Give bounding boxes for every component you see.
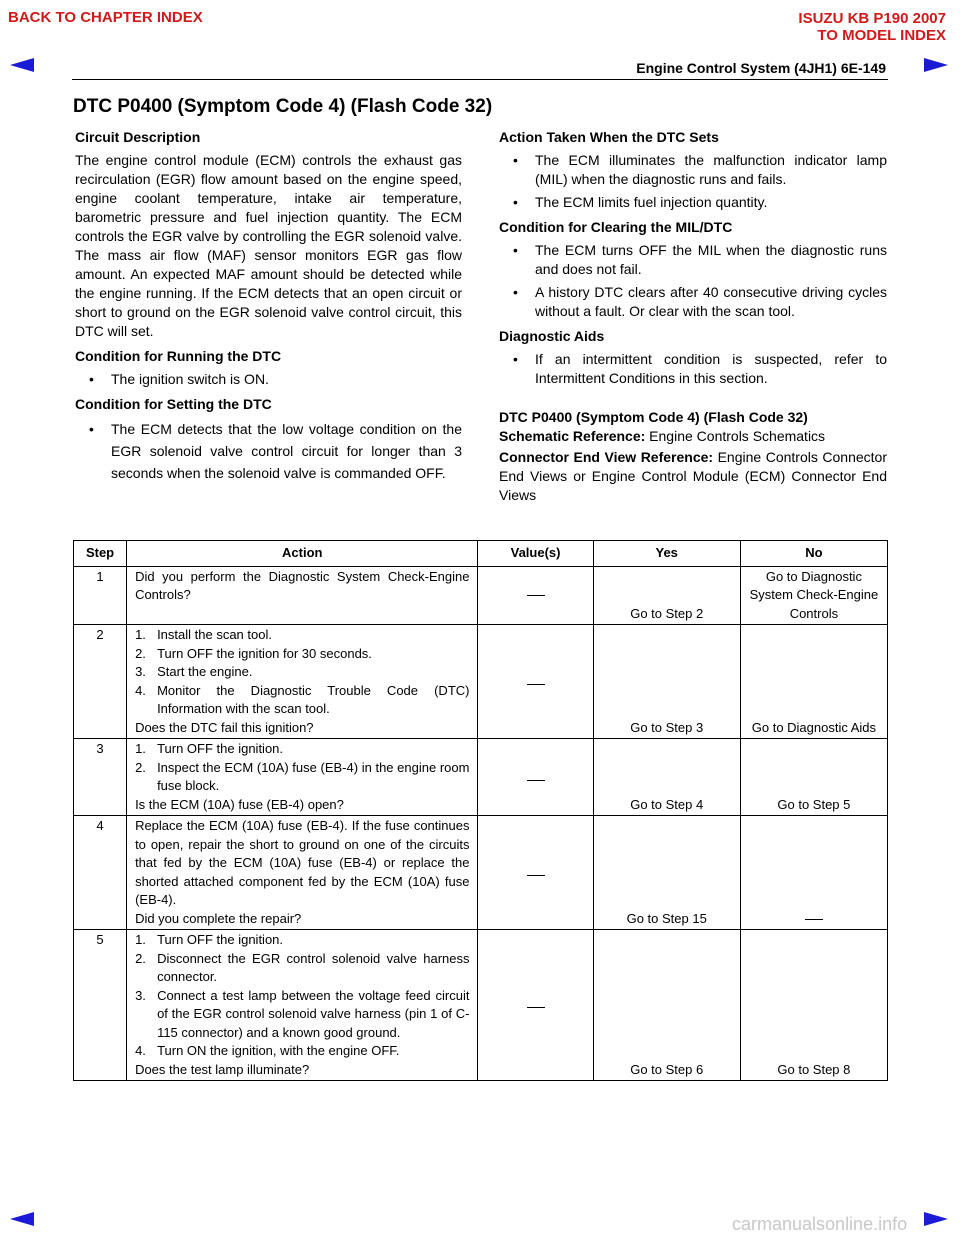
running-condition-heading: Condition for Running the DTC [75, 348, 282, 364]
schematic-reference-label: Schematic Reference: [499, 428, 646, 444]
dash-mark [527, 595, 545, 596]
circuit-description-heading: Circuit Description [75, 129, 201, 145]
action-text: Did you perform the Diagnostic System Check-Engine Controls? [135, 568, 470, 602]
table-row [74, 625, 888, 739]
step-number: 1 [74, 566, 127, 625]
dash-mark [527, 684, 545, 685]
yes-cell: Go to Step 6 [593, 930, 740, 1081]
schematic-reference-value: Engine Controls Schematics [645, 428, 826, 444]
action-text: Replace the ECM (10A) fuse (EB-4). If the fuse continues to open, repair the short to ground on one of the circuits that fed by the ECM (10A) fuse (EB-4) or replace the shorted attached component fed by the ECM (10A) fuse (EB-4). [135, 818, 470, 907]
connector-reference [499, 448, 887, 505]
setting-condition-heading: Condition for Setting the DTC [75, 396, 272, 412]
no-cell [740, 816, 887, 930]
values-cell [478, 739, 593, 816]
list-item: 4. Turn ON the ignition, with the engine OFF. [135, 1043, 400, 1058]
list-item: • The ECM illuminates the malfunction indicator lamp (MIL) when the diagnostic runs and fails. [499, 151, 887, 189]
column-header-action: Action [127, 541, 478, 567]
list-item: • The ECM detects that the low voltage condition on the EGR solenoid valve control circuit for longer than 3 seconds when the solenoid valve is commanded OFF. [75, 418, 462, 484]
to-model-index-label: TO MODEL INDEX [817, 27, 946, 44]
back-to-chapter-link[interactable]: BACK TO CHAPTER INDEX [8, 9, 203, 26]
diagnostic-aids-heading: Diagnostic Aids [499, 328, 605, 344]
schematic-reference [499, 427, 887, 446]
list-item: 1. Install the scan tool. [135, 627, 272, 642]
table-header-row [74, 541, 888, 567]
step-number: 3 [74, 739, 127, 816]
column-header-step: Step [74, 541, 127, 567]
no-cell: Go to Step 5 [740, 739, 887, 816]
list-item: 1. Turn OFF the ignition. [135, 932, 284, 947]
model-name-label: ISUZU KB P190 2007 [798, 10, 946, 27]
table-row [74, 816, 888, 930]
action-cell [127, 739, 478, 816]
no-cell: Go to Step 8 [740, 930, 887, 1081]
action-cell [127, 816, 478, 930]
yes-cell: Go to Step 2 [593, 566, 740, 625]
circuit-description-text: The engine control module (ECM) controls the exhaust gas recirculation (EGR) flow amount based on the engine speed, engine coolant temperature, intake air temperature, barometric pressure and fuel injection quantity. The ECM controls the EGR valve by controlling the EGR solenoid valve. The mass air flow (MAF) sensor monitors EGR gas flow amount. An expected MAF amount should be detected while the engine running. If the ECM detects that an open circuit or short to ground on the EGR solenoid valve control circuit, this DTC will set. [75, 152, 462, 339]
watermark-text: carmanualsonline.info [732, 1214, 908, 1234]
list-item: 2. Turn OFF the ignition for 30 seconds. [135, 645, 372, 661]
column-header-no: No [740, 541, 887, 567]
action-taken-heading: Action Taken When the DTC Sets [499, 129, 719, 145]
values-cell [478, 816, 593, 930]
dash-mark [527, 1007, 545, 1008]
dash-mark [805, 919, 823, 920]
table-row [74, 566, 888, 625]
setting-condition-list [75, 418, 462, 484]
previous-page-arrow-bottom-icon[interactable] [10, 1212, 34, 1226]
clearing-condition-list [499, 241, 887, 321]
action-question: Is the ECM (10A) fuse (EB-4) open? [135, 796, 344, 812]
action-question: Does the test lamp illuminate? [135, 1061, 310, 1077]
values-cell [478, 625, 593, 739]
next-page-arrow-bottom-icon[interactable] [924, 1212, 948, 1226]
step-number: 2 [74, 625, 127, 739]
action-taken-list [499, 151, 887, 212]
list-item: 1. Turn OFF the ignition. [135, 741, 284, 756]
diagnostic-aids-list [499, 350, 887, 388]
action-cell [127, 566, 478, 625]
list-item: • A history DTC clears after 40 consecutive driving cycles without a fault. Or clear with the scan tool. [499, 283, 887, 321]
action-cell [127, 930, 478, 1081]
dash-mark [527, 780, 545, 781]
clearing-condition-heading: Condition for Clearing the MIL/DTC [499, 219, 733, 235]
yes-cell: Go to Step 3 [593, 625, 740, 739]
list-item: 2. Disconnect the EGR control solenoid valve harness connector. [135, 950, 470, 984]
no-cell: Go to Diagnostic System Check-Engine Controls [740, 566, 887, 625]
previous-page-arrow-icon[interactable] [10, 58, 34, 72]
connector-reference-label: Connector End View Reference: [499, 449, 714, 465]
dtc-repeat-heading: DTC P0400 (Symptom Code 4) (Flash Code 32) [499, 409, 808, 425]
values-cell [478, 930, 593, 1081]
step-number: 4 [74, 816, 127, 930]
table-row [74, 739, 888, 816]
dash-mark [527, 875, 545, 876]
action-cell [127, 625, 478, 739]
list-item: 4. Monitor the Diagnostic Trouble Code (DTC) Information with the scan tool. [135, 682, 470, 716]
list-item: • The ECM limits fuel injection quantity. [499, 193, 887, 212]
right-column [499, 128, 887, 505]
header-rule [72, 79, 888, 80]
yes-cell: Go to Step 15 [593, 816, 740, 930]
next-page-arrow-icon[interactable] [924, 58, 948, 72]
left-column [75, 128, 462, 490]
list-item: • If an intermittent condition is suspected, refer to Intermittent Conditions in this section. [499, 350, 887, 388]
model-index-link[interactable] [798, 10, 946, 44]
values-cell [478, 566, 593, 625]
diagnostic-table [73, 540, 888, 1081]
table-row [74, 930, 888, 1081]
step-number: 5 [74, 930, 127, 1081]
yes-cell: Go to Step 4 [593, 739, 740, 816]
document-title: DTC P0400 (Symptom Code 4) (Flash Code 32) [73, 96, 493, 117]
running-condition-list [75, 370, 462, 389]
list-item: 2. Inspect the ECM (10A) fuse (EB-4) in the engine room fuse block. [135, 759, 470, 793]
action-steps-list [135, 626, 469, 719]
list-item: • The ignition switch is ON. [75, 370, 462, 389]
action-steps-list [135, 740, 469, 796]
list-item: 3. Connect a test lamp between the voltage feed circuit of the EGR control solenoid valve harness (pin 1 of C-115 connector) and a known good ground. [135, 987, 470, 1040]
page-header-title: Engine Control System (4JH1) 6E-149 [636, 60, 886, 76]
list-item: • The ECM turns OFF the MIL when the diagnostic runs and does not fail. [499, 241, 887, 279]
column-header-values: Value(s) [478, 541, 593, 567]
connector-reference-value: Engine Controls Connector End Views or Engine Control Module (ECM) Connector End Views [499, 449, 887, 503]
list-item: 3. Start the engine. [135, 664, 253, 679]
action-question: Did you complete the repair? [135, 910, 302, 926]
action-question: Does the DTC fail this ignition? [135, 719, 314, 735]
no-cell: Go to Diagnostic Aids [740, 625, 887, 739]
column-header-yes: Yes [593, 541, 740, 567]
action-steps-list [135, 931, 469, 1061]
